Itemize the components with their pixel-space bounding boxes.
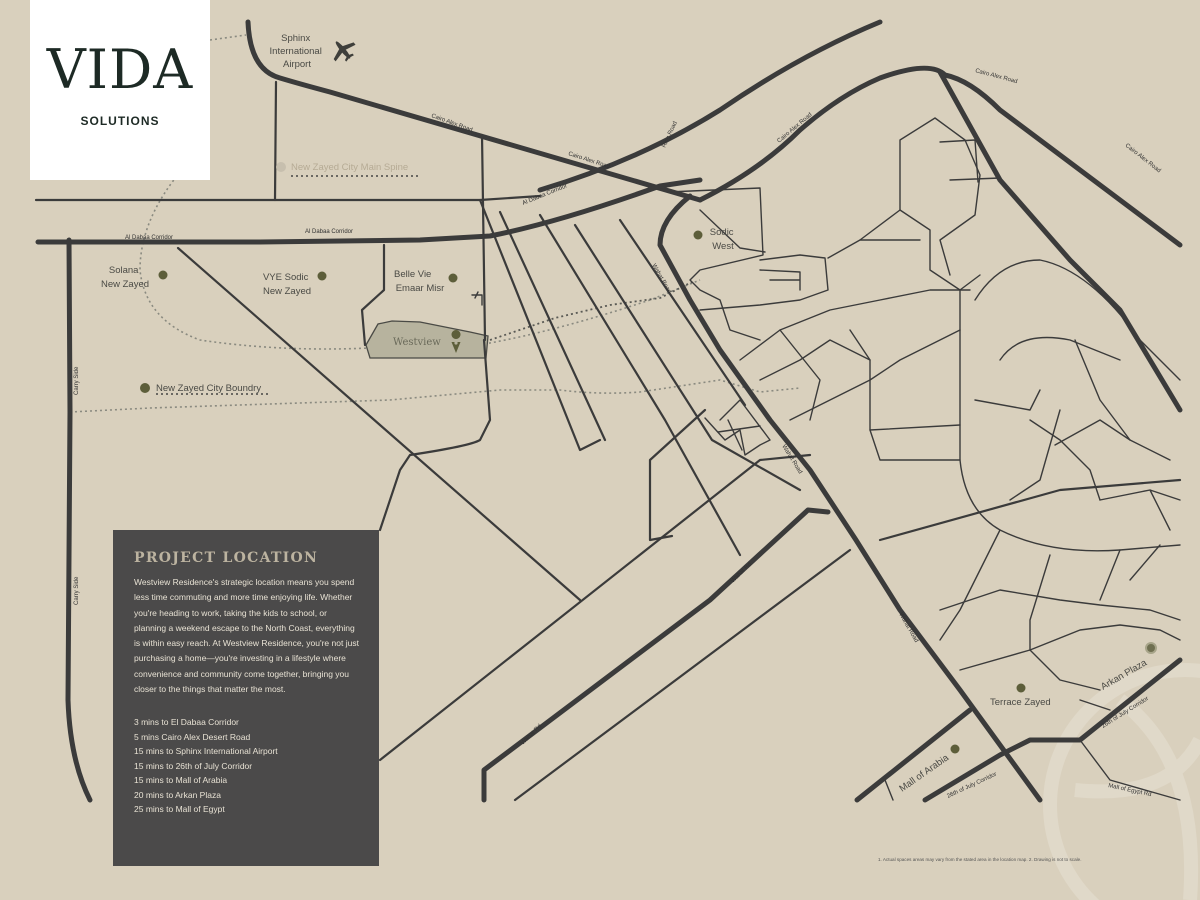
sodic-west-label: Sodic West xyxy=(709,227,734,252)
road-label: Cairo Alex Road xyxy=(430,113,474,134)
road-label: Ring Road xyxy=(661,120,679,149)
list-item: 15 mins to Mall of Arabia xyxy=(134,775,228,786)
list-item: 15 mins to Sphinx International Airport xyxy=(134,746,278,757)
vye-label: VYE Sodic New Zayed xyxy=(262,272,312,297)
mall-arabia-marker xyxy=(951,745,960,754)
road-label: Al Dabaa Corridor xyxy=(305,229,354,235)
new-zayed-spine-marker xyxy=(276,162,286,172)
road-label: Wahat Road xyxy=(650,263,673,295)
road-label: Mall of Egypt Rd xyxy=(1107,783,1152,799)
new-zayed-spine-label: New Zayed City Main Spine xyxy=(291,162,409,173)
road-label: 26th of July Corridor xyxy=(1100,695,1150,730)
list-item: 15 mins to 26th of July Corridor xyxy=(134,760,253,771)
terrace-marker xyxy=(1017,684,1026,693)
road-label: Cairo Alex Road xyxy=(776,112,814,145)
belle-vie-label: Belle Vie Emaar Misr xyxy=(394,269,445,294)
road-label: Wahat Road xyxy=(780,443,803,476)
boundary-marker xyxy=(140,383,150,393)
road-label: Wahat Rd xyxy=(730,561,754,585)
arkan-marker xyxy=(1146,643,1156,653)
terrace-label: Terrace Zayed xyxy=(990,697,1051,708)
list-item: 20 mins to Arkan Plaza xyxy=(134,789,221,800)
list-item: 3 mins to El Dabaa Corridor xyxy=(134,717,239,728)
belle-vie-marker xyxy=(449,274,458,283)
boundary-label: New Zayed City Boundry xyxy=(156,383,262,394)
road-label: 26th of July Corridor xyxy=(946,771,998,800)
mall-arabia-label: Mall of Arabia xyxy=(897,752,951,795)
logo-subtitle: SOLUTIONS xyxy=(80,114,160,128)
westview-label: Westview xyxy=(393,337,441,348)
road-label: Cairo Alex Road xyxy=(1123,142,1162,175)
vye-marker xyxy=(318,272,327,281)
panel-title: PROJECT LOCATION xyxy=(134,550,319,566)
airport-label: Sphinx International Airport xyxy=(269,33,322,70)
solana-marker xyxy=(159,271,168,280)
distance-list xyxy=(134,715,361,817)
road-label: Wahat Road xyxy=(897,612,920,644)
brand-logo xyxy=(30,0,210,180)
solana-label: Solana New Zayed xyxy=(100,265,150,290)
sodic-west-marker xyxy=(694,231,703,240)
panel-description: Westview Residence's strategic location means you spend less time commuting and more time enjoying life. Whether you're heading to work, taking the kids to school, or planning a weekend escape to the North Coast, everything is within easy reach. At Westview Residence, you're not just purchasing a home—you're investing in a lifestyle where convenience and community come together, bringing you closer to the things that matter the most. xyxy=(134,577,359,695)
list-item: 5 mins Cairo Alex Desert Road xyxy=(134,731,251,742)
list-item: 25 mins to Mall of Egypt xyxy=(134,804,225,815)
road-label: Wahat Rd xyxy=(520,723,544,747)
road-label: Al Dabaa Corridor xyxy=(125,235,174,241)
footnote: 1. Actual spaces areas may vary from the stated area in the location map. 2. Drawing is not to scale. xyxy=(878,857,1082,862)
road-label: Cairo Alex Road xyxy=(974,68,1018,86)
road-label: Carry Side xyxy=(74,366,80,395)
road-label: Carry Side xyxy=(74,576,80,605)
logo-wordmark: VIDA xyxy=(46,38,194,101)
road-label: Al Dabaa Corridor xyxy=(521,183,569,207)
road-label: Cairo Alex Road xyxy=(567,151,611,171)
arkan-label: Arkan Plaza xyxy=(1099,657,1149,693)
project-location-panel xyxy=(113,530,379,866)
